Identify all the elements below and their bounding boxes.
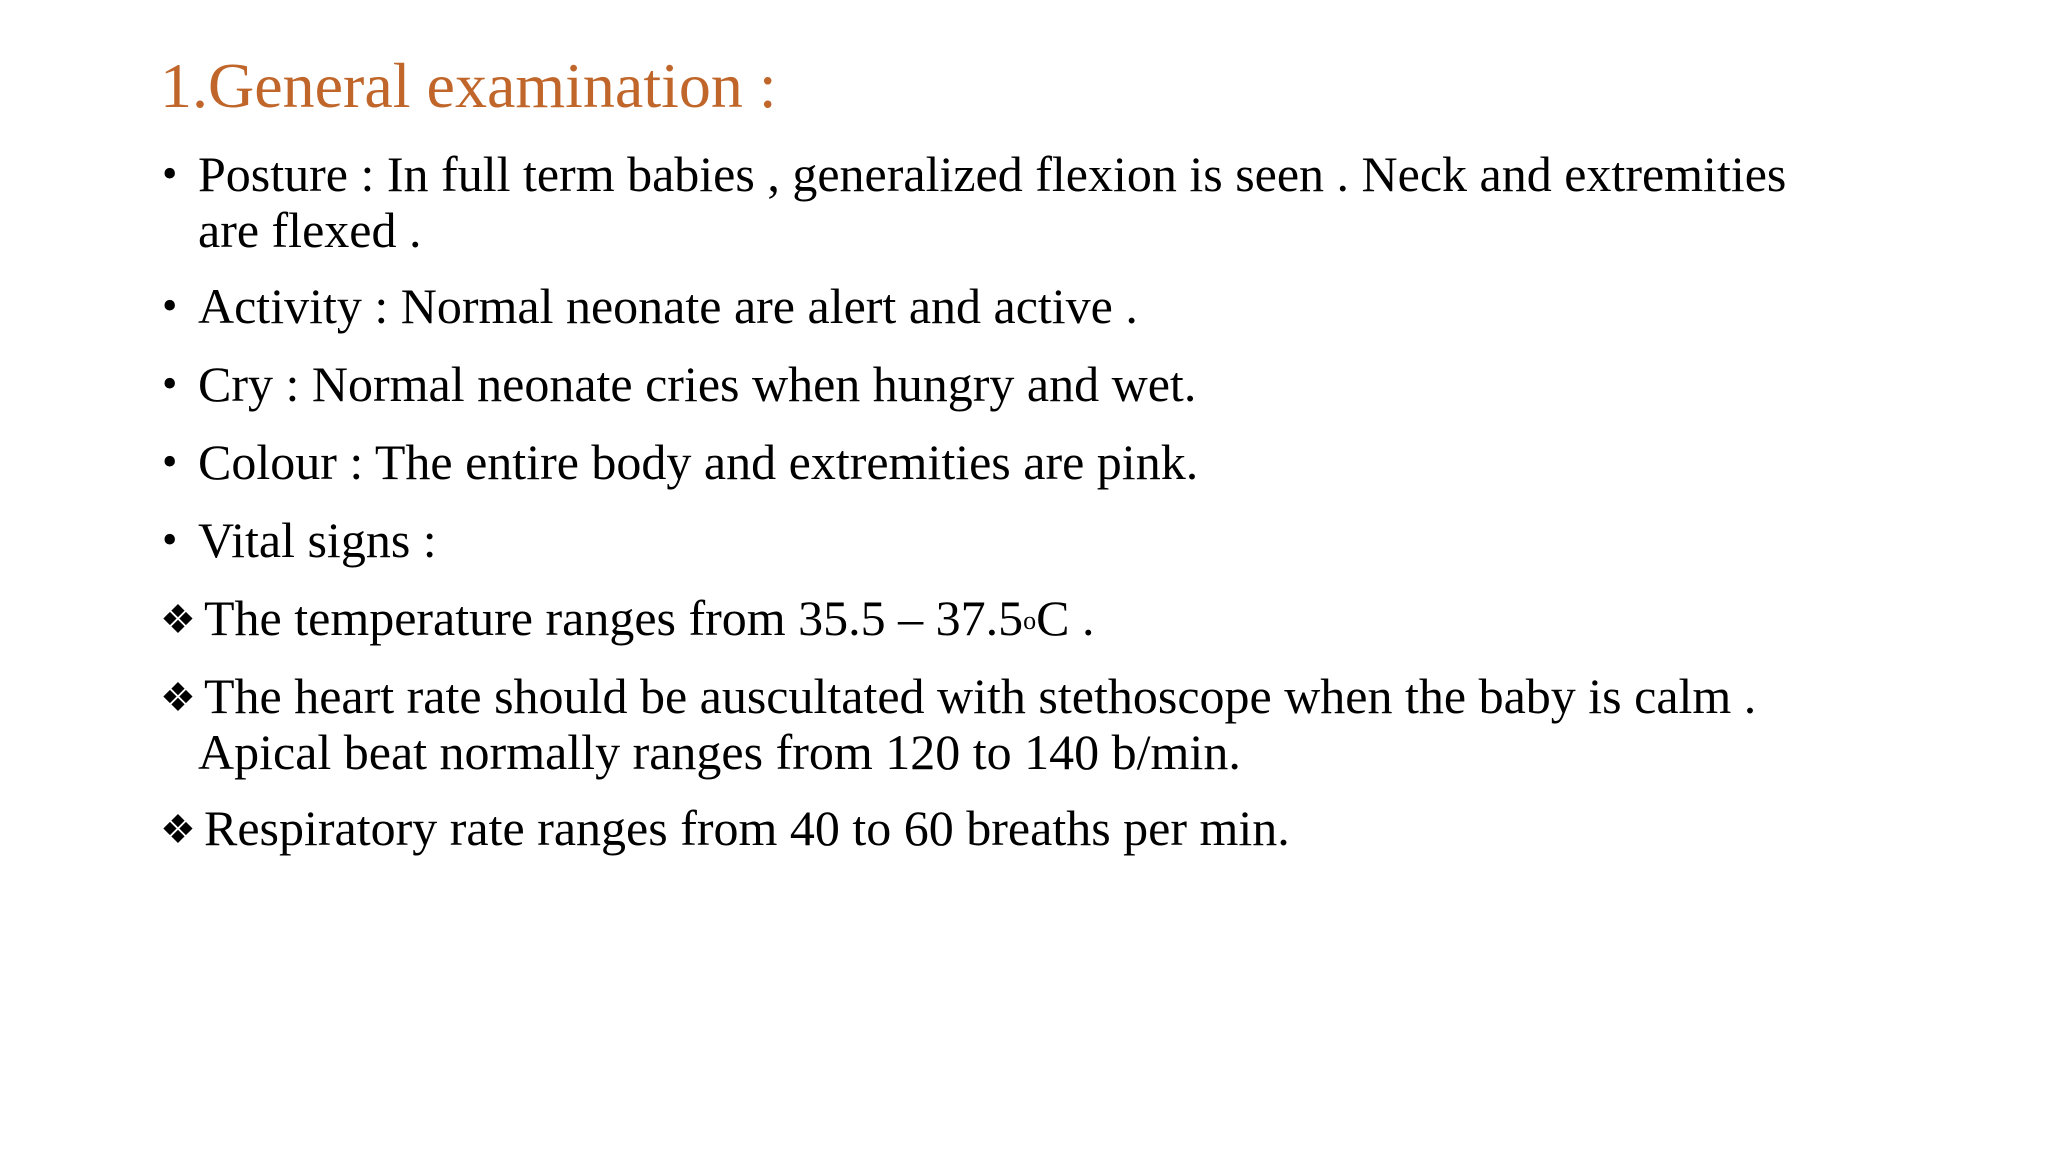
bullet-item-posture bbox=[160, 146, 1920, 258]
diamond-bullet-icon: ❖ bbox=[160, 597, 196, 642]
bullet-item-colour bbox=[160, 434, 1920, 490]
vital-sign-respiratory-rate bbox=[160, 800, 1920, 856]
bullet-item-activity bbox=[160, 278, 1920, 334]
diamond-bullet-icon: ❖ bbox=[160, 675, 196, 720]
bullet-text: Colour : The entire body and extremities are pink. bbox=[198, 434, 1199, 490]
bullet-icon: • bbox=[162, 515, 178, 564]
bullet-icon: • bbox=[162, 149, 178, 198]
vital-sign-text bbox=[160, 590, 1920, 655]
vital-sign-text-continuation: Apical beat normally ranges from 120 to 140 b/min. bbox=[198, 724, 1241, 780]
bullet-text: Cry : Normal neonate cries when hungry and wet. bbox=[198, 356, 1197, 412]
vital-sign-text: Respiratory rate ranges from 40 to 60 breaths per min. bbox=[204, 800, 1290, 856]
bullet-item-cry bbox=[160, 356, 1920, 412]
bullet-text: Activity : Normal neonate are alert and active . bbox=[198, 278, 1138, 334]
slide-title: 1.General examination : bbox=[160, 50, 777, 121]
bullet-item-vital-signs bbox=[160, 512, 1920, 568]
diamond-bullet-icon: ❖ bbox=[160, 807, 196, 852]
temperature-text: The temperature ranges from 35.5 – 37.5 bbox=[204, 590, 1024, 646]
bullet-icon: • bbox=[162, 437, 178, 486]
bullet-text: Posture : In full term babies , generalized flexion is seen . Neck and extremities bbox=[198, 146, 1787, 202]
temperature-unit: C . bbox=[1036, 590, 1095, 646]
bullet-icon: • bbox=[162, 281, 178, 330]
degree-symbol: o bbox=[1023, 606, 1037, 635]
vital-sign-temperature bbox=[160, 590, 1920, 655]
bullet-icon: • bbox=[162, 359, 178, 408]
bullet-text-continuation: are flexed . bbox=[198, 202, 422, 258]
vital-sign-text: The heart rate should be auscultated with stethoscope when the baby is calm . bbox=[204, 668, 1757, 724]
vital-sign-heart-rate bbox=[160, 668, 1920, 780]
bullet-text: Vital signs : bbox=[198, 512, 437, 568]
